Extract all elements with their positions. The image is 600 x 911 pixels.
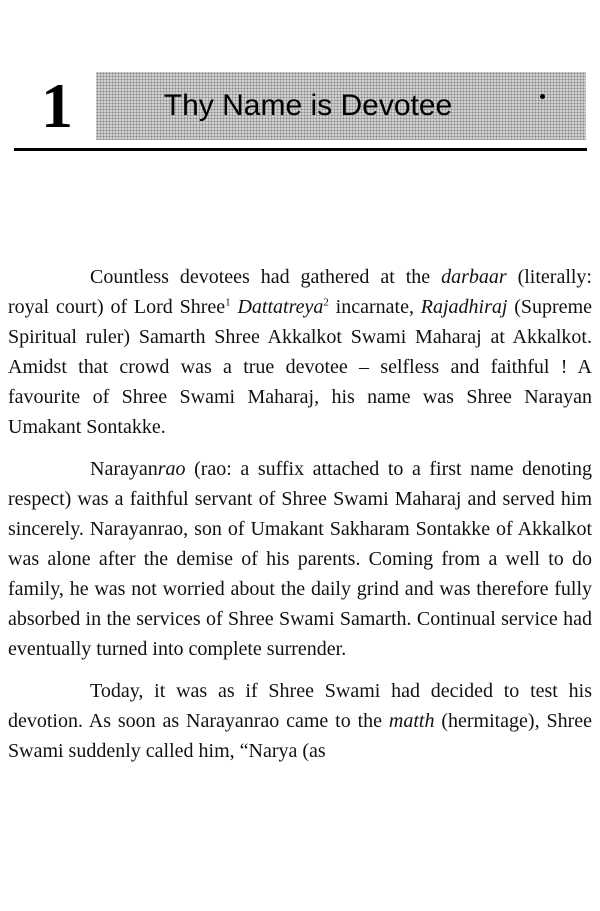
text-run: (hermitage), Shree Swami suddenly called him, “Narya (as	[8, 710, 592, 762]
footnote-ref-2: 2	[323, 296, 329, 309]
footnote-ref-1: 1	[225, 296, 231, 309]
text-run: Countless devotees had gathered at the	[90, 266, 442, 288]
text-run: Today, it was as if Shree Swami had decided to test his devotion. As soon as Narayanrao came to the	[8, 680, 592, 732]
italic-term: rao	[157, 458, 186, 480]
chapter-title-bar	[96, 72, 586, 140]
chapter-body	[8, 262, 592, 778]
paragraph-1	[8, 262, 592, 442]
italic-term: Rajadhiraj	[420, 296, 508, 318]
paragraph-2	[8, 454, 592, 664]
italic-term: Dattatreya	[237, 296, 324, 318]
chapter-title: Thy Name is Devotee	[163, 89, 453, 122]
text-run: (literally: royal court) of Lord Shree	[8, 266, 592, 318]
text-run: incarnate,	[328, 296, 421, 318]
chapter-header	[14, 62, 586, 148]
italic-term: matth	[388, 710, 435, 732]
title-dot-ornament	[540, 94, 545, 99]
text-run: (Supreme Spiritual ruler) Samarth Shree Akkalkot Swami Maharaj at Akkalkot. Amidst that crowd was a true devotee – selfless and faithful ! A favourite of Shree Swami Maharaj, his name was Shree Narayan Umakant Sontakke.	[8, 296, 592, 438]
text-run: Narayan	[90, 458, 158, 480]
text-run: (rao: a suffix attached to a first name denoting respect) was a faithful servant of Shree Swami Maharaj and served him sincerely. Narayanrao, son of Umakant Sakharam Sontakke of Akkalkot was alone after the demise of his parents. Coming from a well to do family, he was not worried about the daily grind and was therefore fully absorbed in the services of Shree Swami Samarth. Continual service had eventually turned into complete surrender.	[8, 458, 592, 660]
paragraph-3	[8, 676, 592, 766]
chapter-number: 1	[41, 70, 73, 141]
header-rule	[14, 148, 587, 151]
italic-term: darbaar	[441, 266, 507, 288]
